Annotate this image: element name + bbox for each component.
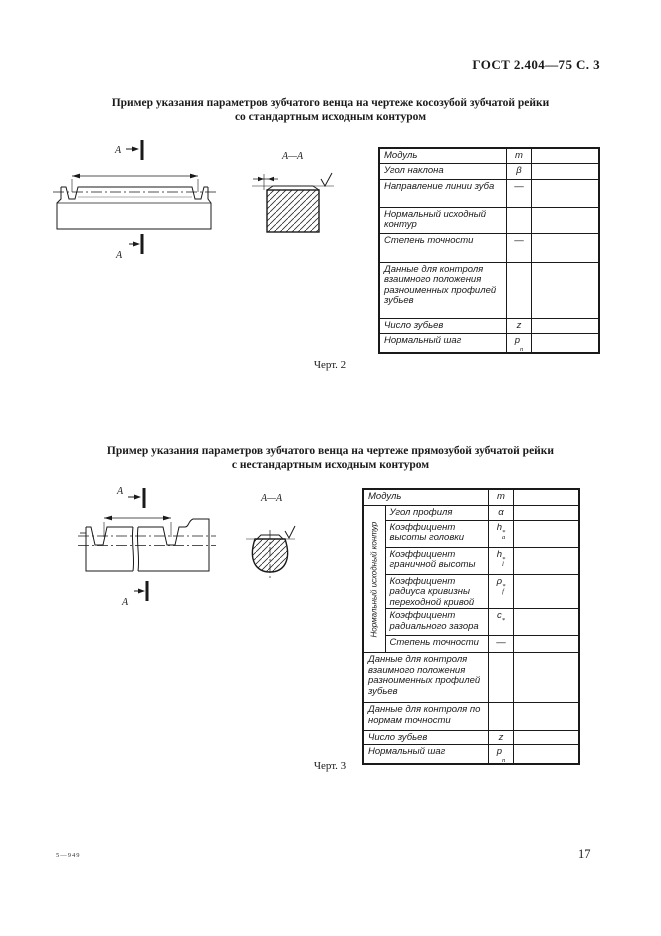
table-row — [363, 703, 579, 731]
section-cut-mark-top — [128, 488, 144, 508]
value-cell — [531, 207, 599, 233]
figure2-rack-side-view-drawing — [53, 136, 248, 264]
dimension-line — [72, 174, 198, 192]
table-row — [363, 574, 579, 609]
value-cell — [513, 609, 579, 636]
section-cut-letter-top: А — [117, 486, 124, 497]
symbol-cell: c * — [488, 609, 513, 636]
table-row — [379, 179, 599, 207]
symbol-cell — [506, 262, 531, 318]
param-name-cell: Модуль — [363, 489, 488, 505]
value-cell — [513, 653, 579, 703]
figure3-title — [30, 444, 631, 472]
table-row — [379, 333, 599, 353]
value-cell — [531, 179, 599, 207]
param-name-cell: Данные для контроля взаимного положения разноименных профилей зубьев — [379, 262, 506, 318]
param-name-cell: Данные для контроля по нормам точности — [363, 703, 488, 731]
table-row — [363, 636, 579, 653]
table-row — [363, 520, 579, 547]
symbol-cell: — — [506, 179, 531, 207]
figure3-caption: Черт. 3 — [313, 760, 347, 772]
section-cut-mark-bottom — [134, 581, 147, 601]
symbol-cell: m — [506, 148, 531, 163]
figure3-rack-drawing — [52, 480, 297, 622]
value-cell — [531, 262, 599, 318]
symbol-cell — [488, 653, 513, 703]
symbol-cell: m — [488, 489, 513, 505]
standard-number-header: ГОСТ 2.404—75 С. 3 — [472, 57, 600, 72]
symbol-cell — [506, 207, 531, 233]
value-cell — [513, 731, 579, 745]
rack-outline — [57, 187, 211, 229]
figure2-title-line1: Пример указания параметров зубчатого венца на чертеже косозубой зубчатой рейки — [111, 97, 550, 109]
table-row — [379, 207, 599, 233]
value-cell — [513, 489, 579, 505]
param-name-cell: Нормальный шаг — [363, 745, 488, 765]
param-name-cell: Коэффициент высоты головки — [385, 520, 488, 547]
param-name-cell: Коэффициент радиуса кривизны переходной кривой — [385, 574, 488, 609]
section-view-label: А—А — [261, 493, 283, 504]
param-name-cell: Угол профиля — [385, 505, 488, 520]
table-row — [379, 233, 599, 262]
symbol-cell: h * l — [488, 547, 513, 574]
rack-outline — [80, 519, 209, 571]
value-cell — [531, 333, 599, 353]
symbol-cell: β — [506, 163, 531, 179]
param-name-cell: Число зубьев — [363, 731, 488, 745]
rotated-group-label: Нормальный исходный контур — [369, 520, 379, 637]
symbol-cell: p n — [488, 745, 513, 765]
symbol-cell: z — [488, 731, 513, 745]
value-cell — [513, 745, 579, 765]
value-cell — [513, 520, 579, 547]
symbol-cell: — — [488, 636, 513, 653]
symbol-cell: h * a — [488, 520, 513, 547]
figure2-section-view-drawing — [252, 146, 367, 246]
value-cell — [513, 505, 579, 520]
figure2-title — [30, 96, 631, 124]
roughness-mark-icon — [285, 526, 295, 538]
table-row — [363, 547, 579, 574]
section-cut-letter-top: А — [115, 145, 122, 156]
section-cut-letter-bottom: А — [122, 597, 129, 608]
param-name-cell: Модуль — [379, 148, 506, 163]
table-row — [379, 318, 599, 333]
fig3-parameter-table — [362, 488, 580, 765]
table-row — [379, 163, 599, 179]
table-row — [363, 609, 579, 636]
section-view — [246, 526, 295, 578]
value-cell — [531, 318, 599, 333]
hatched-cross-section — [267, 190, 319, 232]
group-label-cell — [363, 505, 385, 653]
section-cut-mark-top — [126, 140, 142, 160]
value-cell — [531, 148, 599, 163]
param-name-cell: Коэффициент радиального зазора — [385, 609, 488, 636]
symbol-cell: p n — [506, 333, 531, 353]
value-cell — [513, 636, 579, 653]
symbol-cell: — — [506, 233, 531, 262]
section-cut-letter-bottom: А — [116, 250, 123, 261]
figure2-title-line2: со стандартным исходным контуром — [234, 111, 427, 123]
param-name-cell: Степень точности — [385, 636, 488, 653]
table-row — [363, 731, 579, 745]
page-number: 17 — [578, 847, 591, 861]
figure2-caption: Черт. 2 — [313, 359, 347, 371]
figure3-title-line2: с нестандартным исходным контуром — [231, 459, 430, 471]
value-cell — [513, 703, 579, 731]
param-name-cell: Нормальный шаг — [379, 333, 506, 353]
value-cell — [513, 547, 579, 574]
value-cell — [531, 233, 599, 262]
param-name-cell: Угол наклона — [379, 163, 506, 179]
param-name-cell: Данные для контроля взаимного положения разноименных профилей зубьев — [363, 653, 488, 703]
table-row — [363, 653, 579, 703]
symbol-cell — [488, 703, 513, 731]
param-name-cell: Коэффициент граничной высоты — [385, 547, 488, 574]
section-cut-mark-bottom — [129, 234, 142, 254]
table-row — [379, 262, 599, 318]
param-name-cell: Число зубьев — [379, 318, 506, 333]
value-cell — [531, 163, 599, 179]
param-name-cell: Степень точности — [379, 233, 506, 262]
symbol-cell: z — [506, 318, 531, 333]
figure3-title-line1: Пример указания параметров зубчатого венца на чертеже прямозубой зубчатой рейки — [106, 445, 555, 457]
param-name-cell: Направление линии зуба — [379, 179, 506, 207]
roughness-mark-icon — [321, 173, 332, 186]
symbol-cell: ρ * f — [488, 574, 513, 609]
value-cell — [513, 574, 579, 609]
print-order-number: 5—949 — [56, 852, 81, 859]
chamfer-dimension — [253, 174, 278, 190]
table-row — [363, 505, 579, 520]
table-row — [379, 148, 599, 163]
section-view-label: А—А — [282, 151, 304, 162]
param-name-cell: Нормальный исходный контур — [379, 207, 506, 233]
fig2-parameter-table — [378, 147, 600, 354]
symbol-cell: α — [488, 505, 513, 520]
table-row — [363, 489, 579, 505]
